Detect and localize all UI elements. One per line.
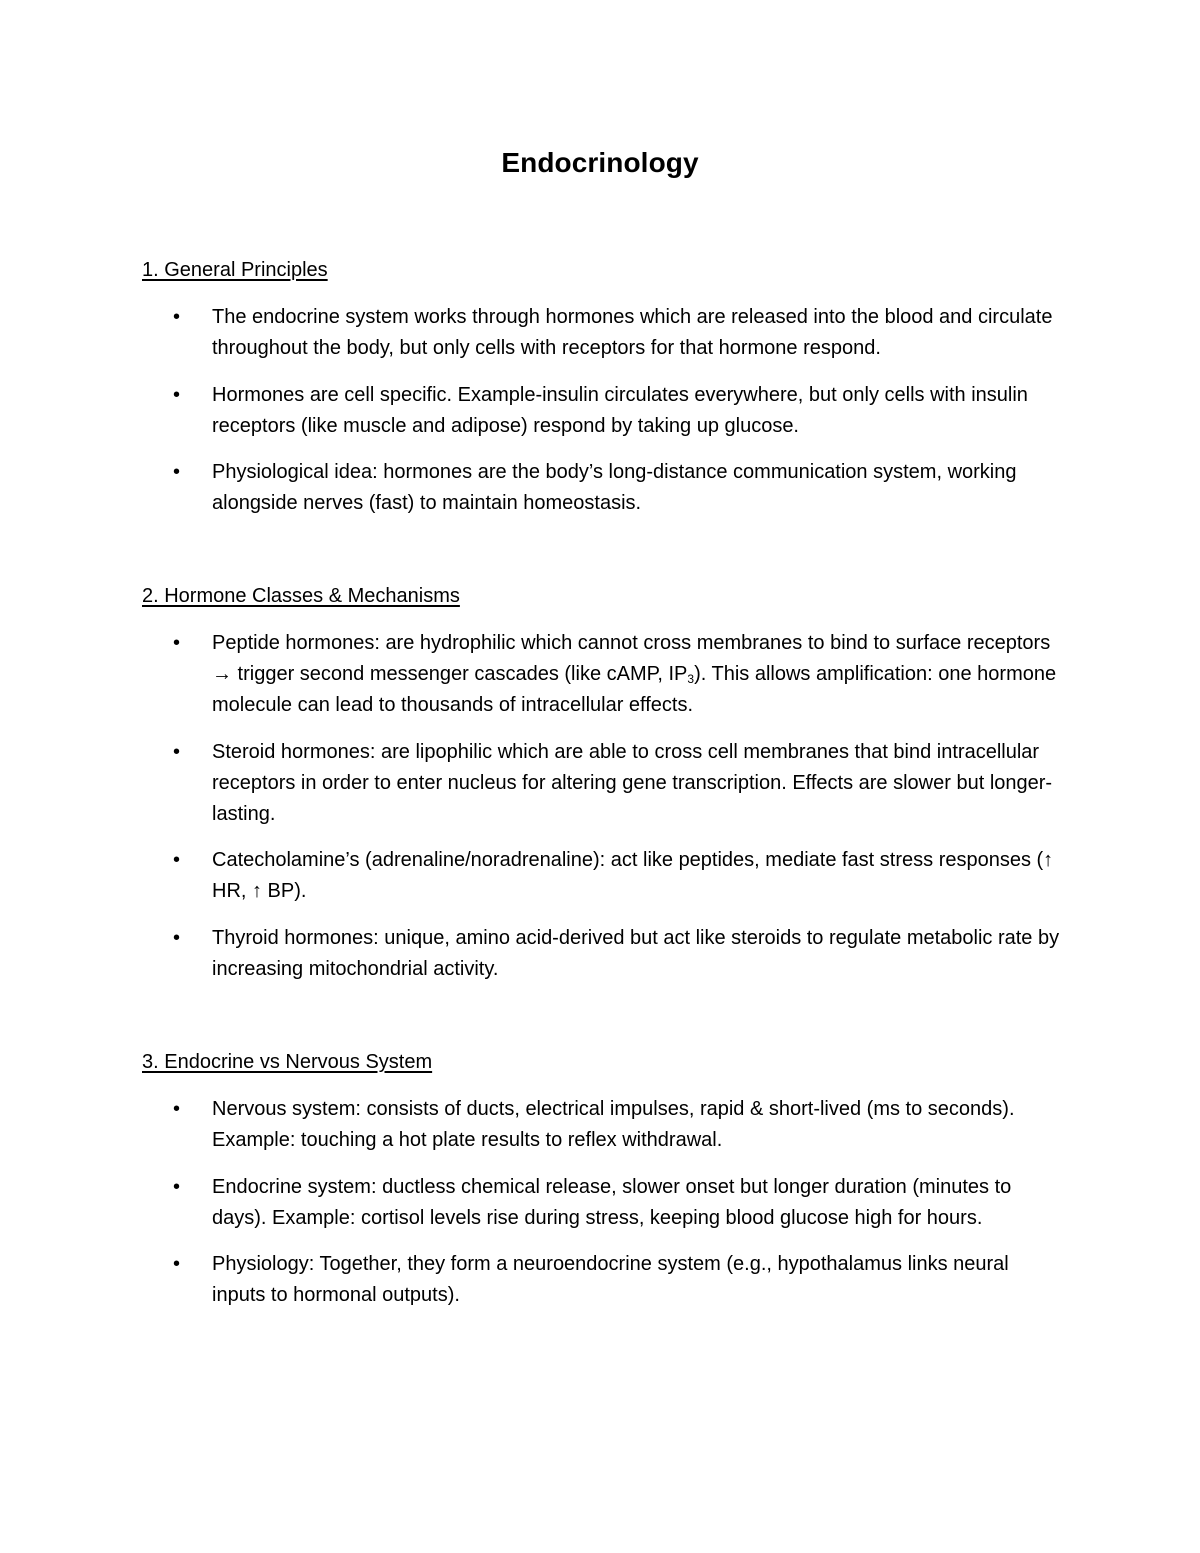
bullet-text-part: ). This allows amplification: one hormone molecule can lead to thousands of intracellular effects. [212,663,1057,716]
list-item [142,1094,1062,1156]
document-title: Endocrinology [501,147,699,178]
bullet-icon: • [173,461,181,483]
bullet-icon: • [173,383,181,406]
bullet-list-general-principles [142,302,1062,535]
list-item [142,457,1062,519]
bullet-text [212,628,1062,721]
bullet-text: Thyroid hormones: unique, amino acid-derived but act like steroids to regulate metabolic rate by increasing mitochondrial activity. [212,926,1060,980]
bullet-text: Nervous system: consists of ducts, electrical impulses, rapid & short-lived (ms to seconds). Example: touching a hot plate results to reflex withdrawal. [212,1098,1015,1151]
list-item [142,923,1062,985]
section-heading-general-principles: 1. General Principles [142,259,328,281]
bullet-list-hormone-classes [142,628,1062,1000]
bullet-list-endocrine-vs-nervous [142,1094,1062,1327]
bullet-icon: • [173,1253,181,1275]
bullet-text: Hormones are cell specific. Example-insulin circulates everywhere, but only cells with insulin receptors (like muscle and adipose) respond by taking up glucose. [212,383,1028,437]
list-item [142,845,1062,907]
list-item [142,302,1062,364]
bullet-text: Catecholamine’s (adrenaline/noradrenaline): act like peptides, mediate fast stress responses (↑ HR, ↑ BP). [212,849,1054,902]
bullet-text: Endocrine system: ductless chemical release, slower onset but longer duration (minutes to days). Example: cortisol levels rise during stress, keeping blood glucose high for hours. [212,1175,1012,1229]
bullet-icon: • [173,1098,181,1120]
bullet-text: Physiological idea: hormones are the body’s long-distance communication system, working alongside nerves (fast) to maintain homeostasis. [212,461,1017,514]
bullet-icon: • [173,849,181,871]
section-heading-endocrine-vs-nervous: 3. Endocrine vs Nervous System [142,1051,433,1073]
list-item [142,380,1062,442]
list-item [142,628,1062,721]
bullet-text-part: Peptide hormones: are hydrophilic which cannot cross membranes to bind to surface receptors → trigger second messenger cascades (like cAMP, IP [212,632,1051,685]
list-item [142,1249,1062,1311]
bullet-text: Physiology: Together, they form a neuroendocrine system (e.g., hypothalamus links neural inputs to hormonal outputs). [212,1253,1009,1306]
section-heading-hormone-classes: 2. Hormone Classes & Mechanisms [142,585,460,607]
subscript: 3 [687,672,695,686]
bullet-text: The endocrine system works through hormones which are released into the blood and circulate throughout the body, but only cells with receptors for that hormone respond. [212,306,1053,359]
list-item [142,1172,1062,1234]
bullet-icon: • [173,632,181,654]
bullet-text: Steroid hormones: are lipophilic which are able to cross cell membranes that bind intracellular receptors in order to enter nucleus for altering gene transcription. Effects are slower but longer-lasting. [212,740,1053,825]
bullet-icon: • [173,1175,181,1198]
bullet-icon: • [173,740,181,763]
list-item [142,737,1062,830]
bullet-icon: • [173,306,181,328]
bullet-icon: • [173,926,181,949]
